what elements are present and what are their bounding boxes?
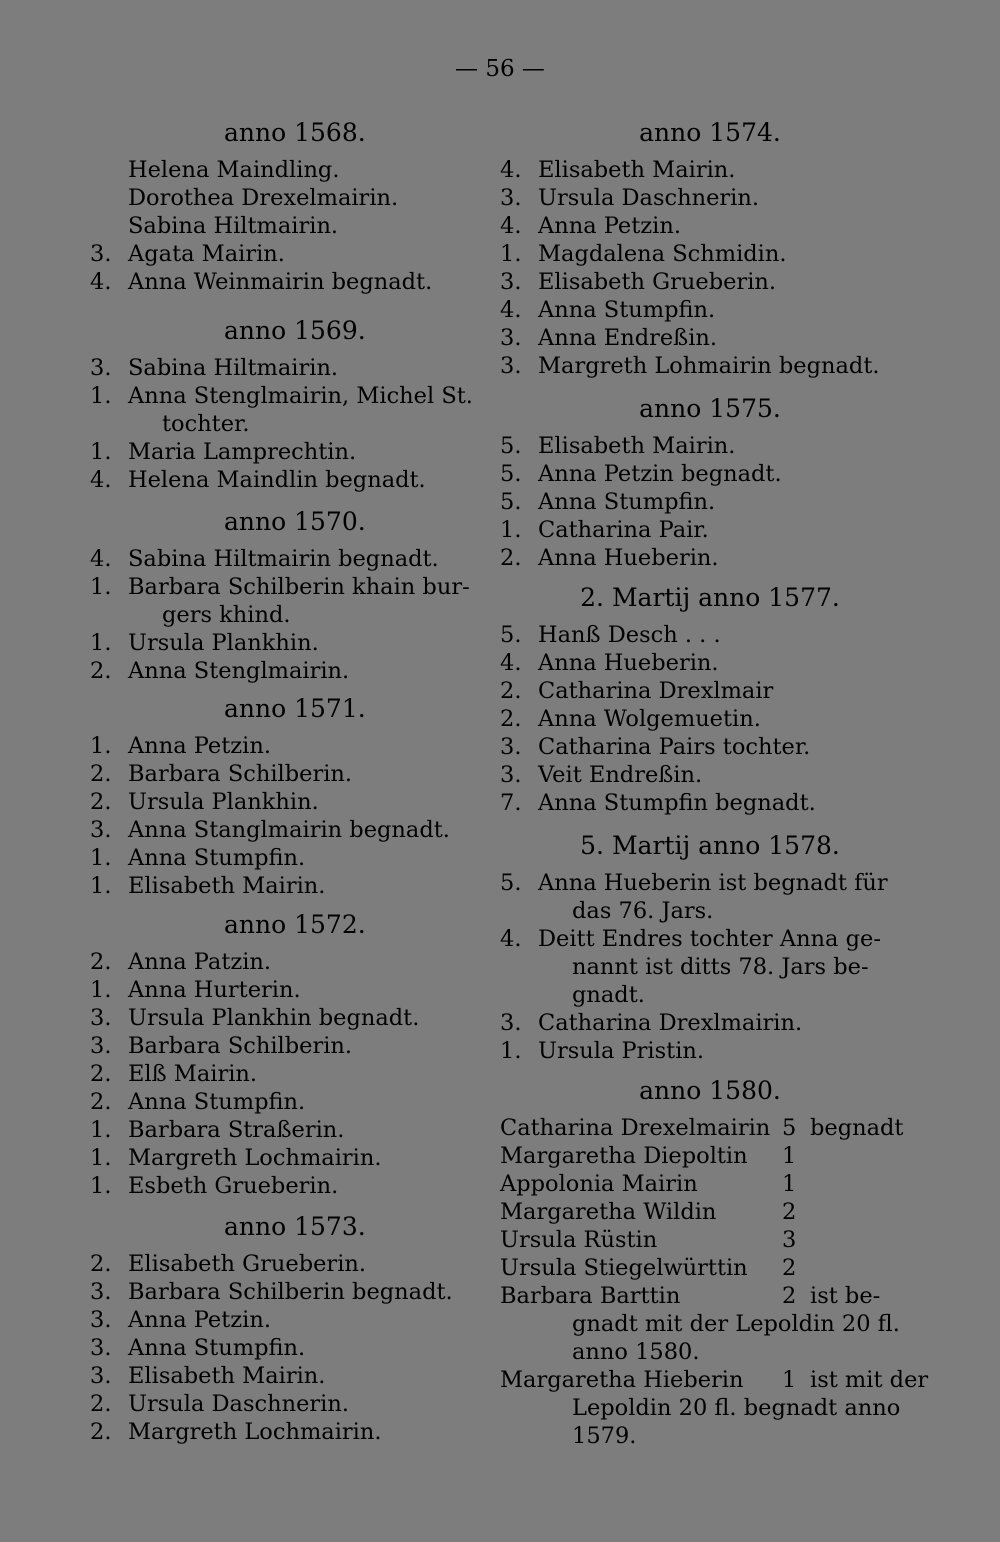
entry-text: Hanß Desch . . . (538, 622, 721, 648)
entry-number: 2. (90, 1251, 112, 1277)
entry-text: Anna Hueberin. (538, 650, 719, 676)
entry-number: 1. (90, 1145, 112, 1171)
entry-text: Anna Hurterin. (128, 977, 301, 1003)
section-heading: anno 1569. (224, 316, 366, 345)
entry-text: Ursula Daschnerin. (128, 1391, 350, 1417)
row-continuation: Lepoldin 20 fl. begnadt anno (572, 1395, 901, 1421)
entry-text: Elisabeth Grueberin. (538, 269, 777, 295)
entry-text: Barbara Straßerin. (128, 1117, 345, 1143)
entry-text: tochter. (162, 411, 250, 437)
list-item (500, 352, 880, 380)
entry-number: 4. (500, 213, 522, 239)
entry-text: Sabina Hiltmairin. (128, 355, 339, 381)
list-item (500, 432, 735, 460)
entry-text: Elisabeth Mairin. (538, 433, 736, 459)
list-item (500, 324, 717, 352)
row-note: begnadt (810, 1115, 904, 1141)
list-item (90, 816, 450, 844)
section-heading: anno 1580. (639, 1076, 781, 1105)
entry-text: Anna Stenglmairin, Michel St. (128, 383, 473, 409)
list-item (500, 240, 787, 268)
entry-text: Catharina Drexlmair (538, 678, 774, 704)
list-item (90, 410, 249, 438)
entry-text: Agata Mairin. (128, 241, 285, 267)
list-item (500, 184, 759, 212)
list-item (90, 1004, 419, 1032)
entry-text: Anna Stanglmairin begnadt. (128, 817, 450, 843)
entry-number: 5. (500, 870, 522, 896)
row-note: ist mit der (810, 1367, 929, 1393)
entry-text: Margreth Lochmairin. (128, 1419, 382, 1445)
row-name: Margaretha Diepoltin (500, 1143, 748, 1169)
entry-number: 1. (90, 977, 112, 1003)
list-item (500, 1037, 704, 1065)
list-item (90, 1362, 325, 1390)
list-item (90, 976, 301, 1004)
entry-number: 4. (90, 546, 112, 572)
list-item (500, 733, 810, 761)
list-item (500, 1009, 802, 1037)
entry-number: 4. (500, 297, 522, 323)
entry-text: Catharina Pair. (538, 517, 709, 543)
entry-number: 3. (500, 353, 522, 379)
entry-text: Dorothea Drexelmairin. (128, 185, 399, 211)
entry-text: Elß Mairin. (128, 1061, 258, 1087)
entry-text: gnadt. (572, 982, 645, 1008)
entry-text: Anna Patzin. (128, 949, 272, 975)
list-item (500, 897, 713, 925)
entry-number: 4. (500, 157, 522, 183)
entry-number: 3. (90, 1307, 112, 1333)
entry-number: 7. (500, 790, 522, 816)
entry-number: 1. (500, 1038, 522, 1064)
entry-number: 5. (500, 461, 522, 487)
list-item (90, 1250, 366, 1278)
row-count: 1 (782, 1171, 797, 1197)
list-item (500, 649, 719, 677)
entry-number: 2. (90, 1419, 112, 1445)
entry-number: 3. (500, 1010, 522, 1036)
list-item (90, 1060, 257, 1088)
entry-text: Ursula Daschnerin. (538, 185, 760, 211)
row-count: 1 (782, 1367, 797, 1393)
entry-number: 3. (90, 1005, 112, 1031)
entry-number: 4. (500, 926, 522, 952)
entry-number: 1. (90, 1117, 112, 1143)
entry-text: Catharina Drexlmairin. (538, 1010, 803, 1036)
entry-text: Barbara Schilberin. (128, 1033, 353, 1059)
list-item (500, 621, 721, 649)
entry-text: Anna Petzin begnadt. (538, 461, 782, 487)
entry-number: 4. (90, 269, 112, 295)
list-item (90, 268, 432, 296)
list-item (90, 1390, 349, 1418)
section-heading: anno 1571. (224, 694, 366, 723)
entry-text: Ursula Plankhin. (128, 630, 319, 656)
entry-number: 1. (90, 845, 112, 871)
row-count: 2 (782, 1255, 797, 1281)
entry-text: Sabina Hiltmairin. (128, 213, 339, 239)
entry-number: 2. (90, 1089, 112, 1115)
entry-number: 1. (90, 873, 112, 899)
entry-number: 3. (500, 734, 522, 760)
row-continuation: gnadt mit der Lepoldin 20 fl. (572, 1311, 900, 1337)
list-item (500, 953, 869, 981)
entry-text: Anna Stumpfin. (538, 489, 716, 515)
list-item (500, 516, 709, 544)
entry-text: Elisabeth Grueberin. (128, 1251, 367, 1277)
entry-text: Margreth Lochmairin. (128, 1145, 382, 1171)
list-item (90, 1116, 344, 1144)
entry-text: Ursula Plankhin begnadt. (128, 1005, 420, 1031)
entry-number: 2. (90, 789, 112, 815)
entry-text: Margreth Lohmairin begnadt. (538, 353, 880, 379)
list-item (500, 544, 719, 572)
entry-text: Anna Stumpfin begnadt. (538, 790, 816, 816)
entry-text: Barbara Schilberin. (128, 761, 353, 787)
list-item (90, 844, 305, 872)
section-heading: anno 1568. (224, 118, 366, 147)
entry-number: 1. (500, 241, 522, 267)
entry-text: Anna Petzin. (128, 1307, 271, 1333)
row-name: Catharina Drexelmairin (500, 1115, 771, 1141)
entry-text: das 76. Jars. (572, 898, 714, 924)
section-heading: 5. Martij anno 1578. (580, 831, 840, 860)
list-item (90, 156, 340, 184)
list-item (90, 788, 319, 816)
entry-number: 3. (90, 241, 112, 267)
entry-text: Anna Wolgemuetin. (538, 706, 761, 732)
entry-number: 1. (90, 574, 112, 600)
list-item (90, 1172, 338, 1200)
entry-text: Elisabeth Mairin. (128, 1363, 326, 1389)
entry-number: 5. (500, 622, 522, 648)
row-name: Appolonia Mairin (500, 1171, 698, 1197)
list-item (90, 212, 338, 240)
entry-text: Anna Endreßin. (538, 325, 718, 351)
list-item (90, 466, 426, 494)
entry-text: Anna Petzin. (128, 733, 271, 759)
list-item (90, 1278, 453, 1306)
section-heading: anno 1573. (224, 1212, 366, 1241)
entry-text: Anna Weinmairin begnadt. (128, 269, 433, 295)
entry-text: Catharina Pairs tochter. (538, 734, 811, 760)
entry-number: 5. (500, 489, 522, 515)
entry-number: 3. (500, 325, 522, 351)
list-item (90, 354, 338, 382)
entry-text: Esbeth Grueberin. (128, 1173, 339, 1199)
list-item (500, 705, 761, 733)
list-item (90, 438, 356, 466)
list-item (500, 981, 645, 1009)
entry-number: 1. (90, 383, 112, 409)
list-item (90, 1088, 305, 1116)
entry-number: 3. (500, 185, 522, 211)
row-count: 3 (782, 1227, 797, 1253)
list-item (90, 545, 439, 573)
entry-text: Helena Maindlin begnadt. (128, 467, 426, 493)
list-item (90, 1418, 382, 1446)
row-count: 5 (782, 1115, 797, 1141)
entry-number: 1. (90, 630, 112, 656)
row-name: Barbara Barttin (500, 1283, 681, 1309)
list-item (90, 629, 319, 657)
entry-text: Barbara Schilberin begnadt. (128, 1279, 453, 1305)
entry-text: Helena Maindling. (128, 157, 340, 183)
list-item (90, 1144, 382, 1172)
row-name: Ursula Rüstin (500, 1227, 658, 1253)
entry-text: Magdalena Schmidin. (538, 241, 787, 267)
list-item (500, 925, 881, 953)
entry-number: 3. (90, 817, 112, 843)
section-heading: anno 1570. (224, 507, 366, 536)
row-count: 2 (782, 1199, 797, 1225)
list-item (90, 184, 398, 212)
entry-number: 2. (90, 949, 112, 975)
row-name: Margaretha Wildin (500, 1199, 717, 1225)
entry-number: 3. (500, 269, 522, 295)
section-heading: anno 1575. (639, 394, 781, 423)
entry-text: Maria Lamprechtin. (128, 439, 357, 465)
entry-text: Barbara Schilberin khain bur- (128, 574, 470, 600)
entry-number: 1. (90, 439, 112, 465)
list-item (500, 268, 776, 296)
entry-text: Deitt Endres tochter Anna ge- (538, 926, 881, 952)
row-name: Margaretha Hieberin (500, 1367, 744, 1393)
entry-number: 1. (90, 1173, 112, 1199)
list-item (500, 296, 715, 324)
entry-text: Veit Endreßin. (538, 762, 703, 788)
row-continuation: 1579. (572, 1423, 637, 1449)
list-item (90, 948, 271, 976)
entry-number: 2. (500, 678, 522, 704)
entry-number: 3. (90, 1279, 112, 1305)
entry-text: Anna Stumpfin. (128, 845, 306, 871)
entry-text: Anna Hueberin ist begnadt für (538, 870, 888, 896)
row-name: Ursula Stiegelwürttin (500, 1255, 748, 1281)
entry-number: 2. (90, 658, 112, 684)
section-heading: anno 1572. (224, 910, 366, 939)
entry-text: Anna Stumpfin. (128, 1335, 306, 1361)
entry-text: nannt ist ditts 78. Jars be- (572, 954, 869, 980)
entry-number: 4. (90, 467, 112, 493)
entry-number: 5. (500, 433, 522, 459)
list-item (500, 212, 681, 240)
entry-number: 2. (90, 1391, 112, 1417)
list-item (90, 382, 473, 410)
entry-number: 3. (500, 762, 522, 788)
section-heading: anno 1574. (639, 118, 781, 147)
entry-number: 2. (500, 706, 522, 732)
entry-text: Anna Stumpfin. (128, 1089, 306, 1115)
list-item (500, 460, 782, 488)
row-count: 1 (782, 1143, 797, 1169)
list-item (90, 1032, 352, 1060)
list-item (500, 789, 816, 817)
list-item (500, 761, 702, 789)
list-item (90, 872, 325, 900)
section-heading: 2. Martij anno 1577. (580, 583, 840, 612)
entry-number: 3. (90, 1363, 112, 1389)
list-item (500, 156, 735, 184)
list-item (500, 869, 888, 897)
list-item (90, 1306, 271, 1334)
entry-number: 2. (90, 1061, 112, 1087)
entry-text: Elisabeth Mairin. (538, 157, 736, 183)
entry-number: 3. (90, 355, 112, 381)
row-count: 2 (782, 1283, 797, 1309)
entry-text: Anna Stenglmairin. (128, 658, 350, 684)
list-item (90, 601, 291, 629)
row-note: ist be- (810, 1283, 881, 1309)
entry-text: gers khind. (162, 602, 291, 628)
entry-text: Anna Stumpfin. (538, 297, 716, 323)
list-item (90, 1334, 305, 1362)
entry-number: 1. (500, 517, 522, 543)
list-item (90, 240, 285, 268)
page-number: — 56 — (455, 56, 545, 82)
list-item (90, 657, 349, 685)
list-item (90, 760, 352, 788)
list-item (90, 573, 470, 601)
entry-number: 2. (90, 761, 112, 787)
entry-number: 3. (90, 1033, 112, 1059)
list-item (500, 488, 715, 516)
list-item (500, 677, 773, 705)
entry-text: Anna Hueberin. (538, 545, 719, 571)
row-continuation: anno 1580. (572, 1339, 700, 1365)
entry-text: Anna Petzin. (538, 213, 681, 239)
entry-number: 2. (500, 545, 522, 571)
entry-number: 1. (90, 733, 112, 759)
list-item (90, 732, 271, 760)
entry-text: Ursula Pristin. (538, 1038, 705, 1064)
entry-number: 3. (90, 1335, 112, 1361)
entry-text: Sabina Hiltmairin begnadt. (128, 546, 439, 572)
entry-text: Elisabeth Mairin. (128, 873, 326, 899)
entry-text: Ursula Plankhin. (128, 789, 319, 815)
entry-number: 4. (500, 650, 522, 676)
